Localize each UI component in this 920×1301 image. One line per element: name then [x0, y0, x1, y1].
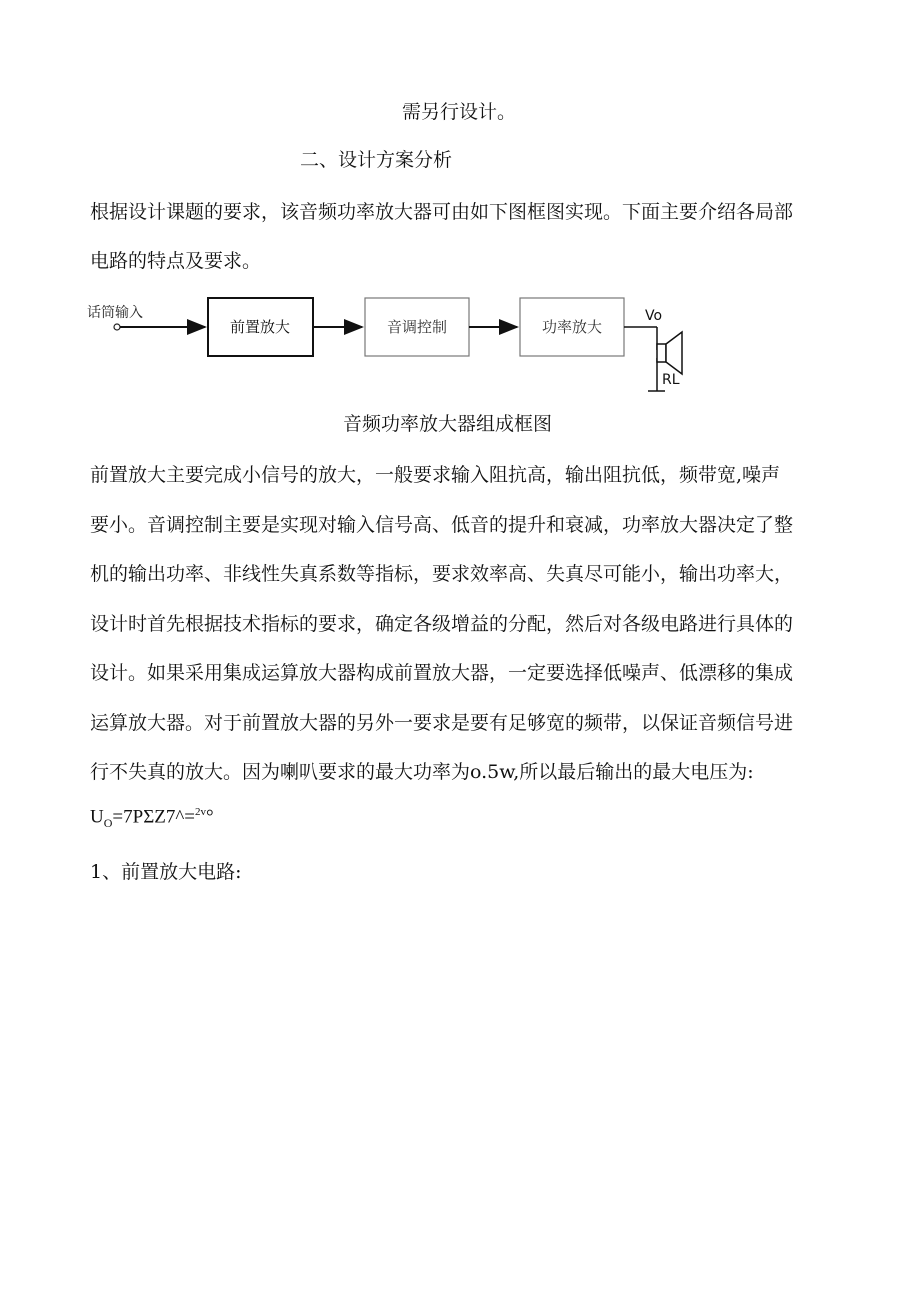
formula-main: =7PΣZ7^= — [112, 806, 195, 828]
block-diagram — [85, 290, 705, 400]
block-preamp-label: 前置放大 — [229, 318, 291, 336]
formula-u: U — [90, 806, 104, 828]
body-line-2: 要小。音调控制主要是实现对输入信号高、低音的提升和衰减，功率放大器决定了整 — [90, 514, 794, 536]
body-line-6: 运算放大器。对于前置放大器的另外一要求是要有足够宽的频带，以保证音频信号进 — [90, 712, 794, 734]
block-tone-control-label: 音调控制 — [386, 318, 448, 336]
output-label: Vo — [645, 308, 663, 324]
diagram-caption: 音频功率放大器组成框图 — [343, 413, 553, 435]
section-title: 二、设计方案分析 — [300, 149, 453, 171]
body-line-3: 机的输出功率、非线性失真系数等指标，要求效率高、失真尽可能小，输出功率大， — [90, 563, 794, 585]
formula-subscript: O — [103, 816, 113, 831]
body-line-7: 行不失真的放大。因为喇叭要求的最大功率为o.5w,所以最后输出的最大电压为: — [90, 761, 754, 783]
block-power-amp-label: 功率放大 — [541, 318, 603, 336]
intro-line-1: 根据设计课题的要求，该音频功率放大器可由如下图框图实现。下面主要介绍各局部 — [90, 201, 794, 223]
speaker-icon — [657, 332, 682, 374]
input-label: 话筒输入 — [87, 305, 143, 321]
load-label: RL — [662, 372, 680, 388]
body-line-1: 前置放大主要完成小信号的放大，一般要求输入阻抗高，输出阻抗低，频带宽,噪声 — [90, 464, 781, 486]
voltage-formula — [90, 800, 214, 835]
body-line-4: 设计时首先根据技术指标的要求，确定各级增益的分配，然后对各级电路进行具体的 — [90, 613, 794, 635]
subsection-title: 1、前置放大电路: — [90, 861, 242, 883]
input-terminal — [114, 324, 120, 330]
formula-superscript: 2v — [194, 806, 206, 818]
intro-line-2: 电路的特点及要求。 — [90, 250, 262, 272]
body-line-5: 设计。如果采用集成运算放大器构成前置放大器，一定要选择低噪声、低漂移的集成 — [90, 662, 794, 684]
formula-tail: ° — [205, 806, 214, 828]
heading-continuation: 需另行设计。 — [402, 101, 517, 123]
